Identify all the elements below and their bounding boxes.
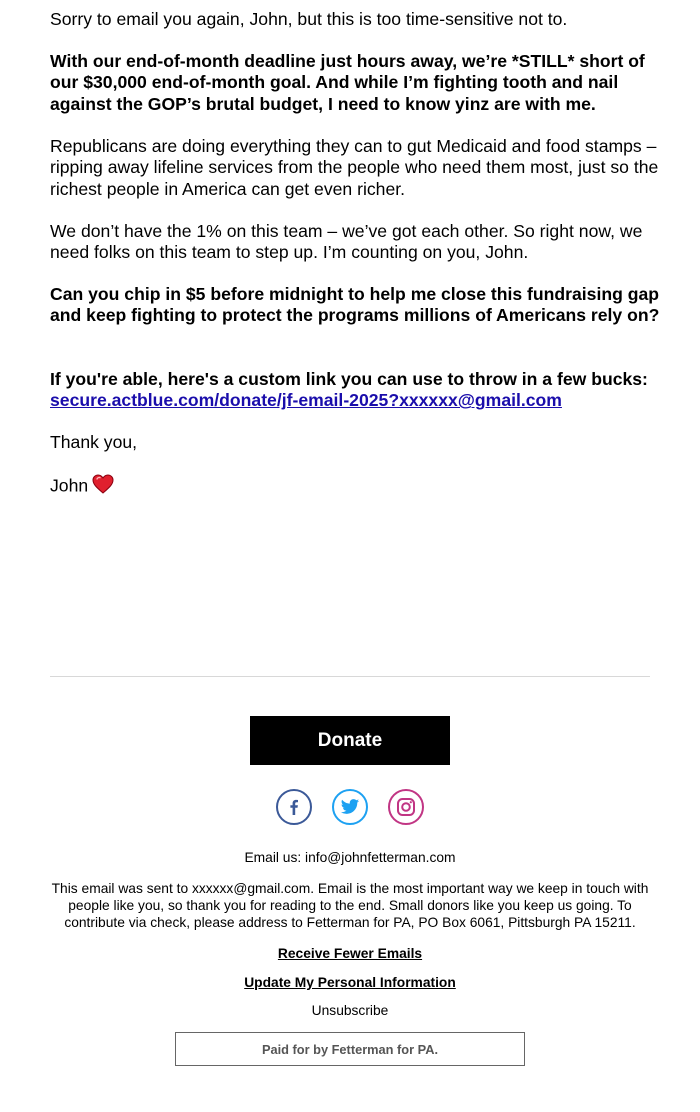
link-intro-text: If you're able, here's a custom link you can use to throw in a few bucks: — [50, 369, 648, 389]
custom-link-paragraph — [50, 369, 660, 412]
update-personal-info-link[interactable]: Update My Personal Information — [244, 975, 456, 990]
receive-fewer-emails-link[interactable]: Receive Fewer Emails — [277, 946, 423, 961]
republicans-paragraph: Republicans are doing everything they can to gut Medicaid and food stamps – ripping away lifeline services from the people who need them most, just so the richest people in America can get even richer. — [50, 136, 659, 199]
instagram-icon[interactable] — [388, 789, 424, 825]
greeting-paragraph: Sorry to email you again, John, but this is too time-sensitive not to. — [50, 9, 568, 29]
donation-link[interactable]: secure.actblue.com/donate/jf-email-2025?xxxxxx@gmail.com — [50, 390, 562, 411]
unsubscribe-link[interactable]: Unsubscribe — [311, 1003, 389, 1018]
facebook-icon[interactable] — [276, 789, 312, 825]
heart-icon — [92, 474, 114, 499]
footer-divider — [50, 676, 650, 677]
contact-email-text: Email us: info@johnfetterman.com — [244, 850, 456, 865]
paid-for-disclaimer: Paid for by Fetterman for PA. — [175, 1032, 525, 1066]
sent-notice-text: This email was sent to xxxxxx@gmail.com. Email is the most important way we keep in touch with people like you, so thank you for reading to the end. Small donors like you keep us going. To contribute via check, please address to Fetterman for PA, PO Box 6061, Pittsburgh PA 15211. — [51, 881, 649, 930]
signature-name: John — [50, 475, 89, 496]
team-paragraph: We don’t have the 1% on this team – we’ve got each other. So right now, we need folks on this team to step up. I’m counting on you, John. — [50, 221, 643, 263]
thanks-text: Thank you, — [50, 432, 138, 452]
signature-line — [50, 474, 660, 499]
donation-ask-paragraph: Can you chip in $5 before midnight to help me close this fundraising gap and keep fighting to protect the programs millions of Americans rely on? — [50, 284, 660, 326]
bold-intro-paragraph: With our end-of-month deadline just hours away, we’re *STILL* short of our $30,000 end-of-month goal. And while I’m fighting tooth and nail against the GOP’s brutal budget, I need to know yinz are with me. — [50, 51, 645, 114]
twitter-icon[interactable] — [332, 789, 368, 825]
donate-button[interactable]: Donate — [250, 716, 450, 765]
